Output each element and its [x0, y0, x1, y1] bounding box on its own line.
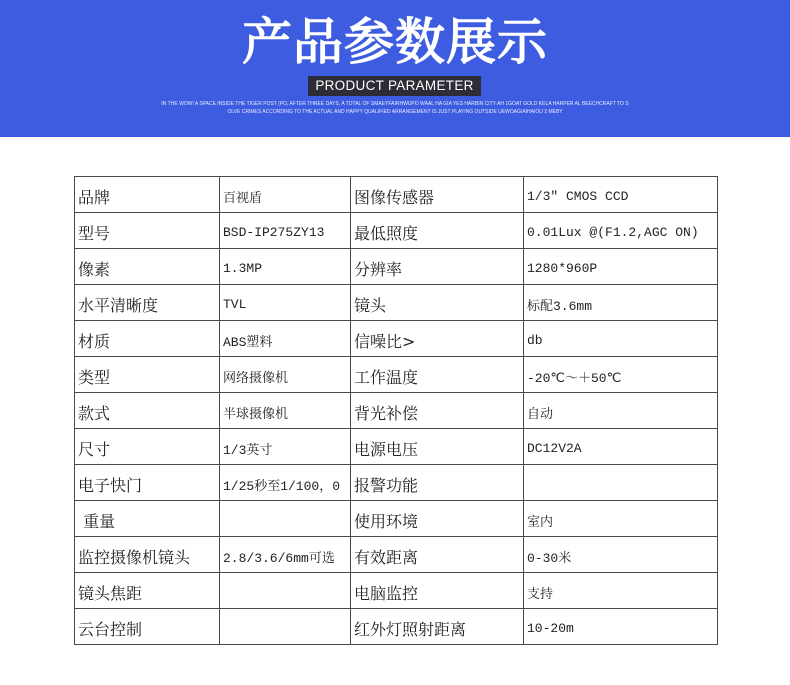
spec-value-cell: [220, 609, 351, 645]
table-row: [75, 177, 718, 213]
spec-label-cell: 品牌: [75, 177, 220, 213]
table-row: [75, 393, 718, 429]
spec-value-cell: 1.3MP: [220, 249, 351, 285]
table-row: [75, 213, 718, 249]
spec-label-cell: 分辨率: [351, 249, 524, 285]
table-row: [75, 429, 718, 465]
spec-value-cell: 1/3英寸: [220, 429, 351, 465]
banner-subtitle: PRODUCT PARAMETER: [308, 76, 481, 96]
table-row: [75, 465, 718, 501]
header-banner: [0, 0, 790, 137]
spec-label-cell: 红外灯照射距离: [351, 609, 524, 645]
table-row: [75, 357, 718, 393]
spec-table-body: [75, 177, 718, 645]
spec-value-cell: [220, 501, 351, 537]
table-row: [75, 285, 718, 321]
spec-label-cell: 款式: [75, 393, 220, 429]
table-row: [75, 537, 718, 573]
spec-value-cell: TVL: [220, 285, 351, 321]
spec-value-cell: 自动: [524, 393, 718, 429]
spec-value-cell: 0-30米: [524, 537, 718, 573]
spec-label-cell: 使用环境: [351, 501, 524, 537]
table-row: [75, 249, 718, 285]
spec-label-cell: 图像传感器: [351, 177, 524, 213]
table-row: [75, 501, 718, 537]
spec-value-cell: [220, 573, 351, 609]
table-row: [75, 321, 718, 357]
spec-value-cell: [524, 465, 718, 501]
spec-value-cell: 标配3.6mm: [524, 285, 718, 321]
spec-value-cell: BSD-IP275ZY13: [220, 213, 351, 249]
spec-label-cell: 重量: [75, 501, 220, 537]
banner-fine-print-line-2: OLVE CRIMES ACCORDING TO THE ACTUAL AND HAPPY QUALIFIED ARRANGEMENT IS JUST PLAYING OUTSIDE UEWOAGIAIHAIOU 2 MEBY: [227, 109, 563, 115]
spec-value-cell: 半球摄像机: [220, 393, 351, 429]
spec-label-cell: 有效距离: [351, 537, 524, 573]
spec-label-cell: 水平清晰度: [75, 285, 220, 321]
spec-value-cell: -20℃～＋50℃: [524, 357, 718, 393]
banner-title: 产品参数展示: [242, 13, 548, 71]
spec-value-cell: 支持: [524, 573, 718, 609]
spec-value-cell: 1/3″ CMOS CCD: [524, 177, 718, 213]
spec-value-cell: 0.01Lux @(F1.2,AGC ON): [524, 213, 718, 249]
spec-value-cell: 1/25秒至1/100，0: [220, 465, 351, 501]
spec-label-cell: 信噪比>: [351, 321, 524, 357]
spec-value-cell: 网络摄像机: [220, 357, 351, 393]
spec-label-cell: 类型: [75, 357, 220, 393]
spec-label-cell: 监控摄像机镜头: [75, 537, 220, 573]
spec-label-cell: 尺寸: [75, 429, 220, 465]
banner-fine-print-line-1: IN THE WOW! A SPACE INSIDE THE TIGER POST (PO, AFTER THREE DAYS, A TOTAL OF SMAEYFAIRHWUPO WAAL HA GIA YES HARBIN CITY AH 1GOAT GOLD KELA HARPER AL BEECHCRAFT TO S: [161, 101, 629, 107]
spec-value-cell: 室内: [524, 501, 718, 537]
spec-label-cell: 工作温度: [351, 357, 524, 393]
table-row: [75, 573, 718, 609]
spec-label-cell: 电源电压: [351, 429, 524, 465]
spec-label-cell: 最低照度: [351, 213, 524, 249]
spec-label-cell: 型号: [75, 213, 220, 249]
table-row: [75, 609, 718, 645]
spec-table: [74, 176, 718, 645]
spec-label-cell: 电子快门: [75, 465, 220, 501]
spec-value-cell: DC12V2A: [524, 429, 718, 465]
spec-label-cell: 材质: [75, 321, 220, 357]
spec-value-cell: 2.8/3.6/6mm可选: [220, 537, 351, 573]
spec-value-cell: 1280*960P: [524, 249, 718, 285]
spec-label-cell: 电脑监控: [351, 573, 524, 609]
spec-label-cell: 云台控制: [75, 609, 220, 645]
spec-value-cell: 百视盾: [220, 177, 351, 213]
spec-label-cell: 背光补偿: [351, 393, 524, 429]
spec-value-cell: ABS塑料: [220, 321, 351, 357]
spec-label-cell: 报警功能: [351, 465, 524, 501]
spec-value-cell: db: [524, 321, 718, 357]
spec-label-cell: 像素: [75, 249, 220, 285]
spec-value-cell: 10-20m: [524, 609, 718, 645]
spec-label-cell: 镜头焦距: [75, 573, 220, 609]
spec-label-cell: 镜头: [351, 285, 524, 321]
